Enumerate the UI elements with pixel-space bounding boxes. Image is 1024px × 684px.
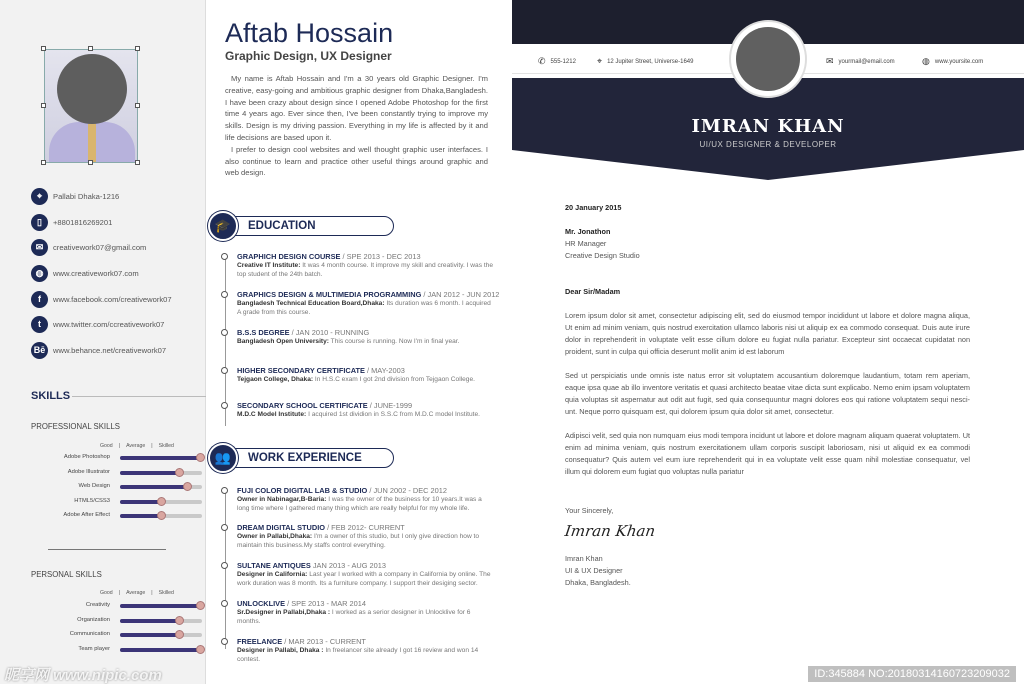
work-entry [221,486,501,516]
email-icon: ✉ [31,239,48,256]
slider-handle[interactable] [175,616,184,625]
entry-description: Owner in Pallabi,Dhaka: I'm a owner of this studio, but I only give direction how to maintain this business.My staffs control everything. [237,533,480,549]
skills-heading: SKILLS [31,390,71,402]
resize-handle[interactable] [88,46,93,51]
skill-slider[interactable] [120,514,202,518]
entry-title: HIGHER SECONDARY CERTIFICATE / MAY-2003 [237,366,405,375]
slider-handle[interactable] [157,511,166,520]
entry-title: UNLOCKLIVE / SPE 2013 - MAR 2014 [237,599,366,608]
contact-email[interactable]: ✉ creativework07@gmail.com [31,238,206,256]
skill-scale-legend: Good | Average | Skilled [100,443,174,449]
letter-paragraph: Sed ut perspiciatis unde omnis iste natus error sit voluptatem accusantium doloremque laudantium, totam rem aperiam, eaque ipsa quae ab illo inventore veritatis et quasi architecto beatae vitae dicta sunt explicabo. Nemo enim ipsam voluptatem quia voluptas sit aspernatur aut odit aut fugit, sed quia consequuntur magni dolores eos qui ratione voluptatem sequi nesci-unt. Neque porro quisquam est, qui dolorem ipsum quia dolor sit amet, consectetur. [565,371,970,416]
skill-slider[interactable] [120,485,202,489]
skill-row [20,482,190,492]
skill-fill [120,604,200,608]
skill-fill [120,648,200,652]
skill-row [20,645,190,655]
skill-name: HTML5/CSS3 [74,497,110,504]
resume-name: Aftab Hossain [225,18,394,48]
entry-title: DREAM DIGITAL STUDIO / FEB 2012- CURRENT [237,523,405,532]
skill-row [20,468,190,478]
skill-slider[interactable] [120,648,202,652]
contact-phone: ▯ +8801816269201 [31,213,206,231]
cover-letter-page [512,0,1024,684]
closing: Your Sincerely, [565,506,614,515]
entry-title: B.S.S DEGREE / JAN 2010 - RUNNING [237,328,370,337]
facebook-icon: f [31,291,48,308]
timeline-dot [221,638,228,645]
contact-behance[interactable]: Bē www.behance.net/creativework07 [31,341,206,359]
avatar-placeholder [736,27,800,91]
education-entry [221,328,501,358]
watermark-id: ID:345884 NO:20180314160723209032 [808,666,1016,682]
resize-handle[interactable] [41,103,46,108]
timeline-dot [221,329,228,336]
skill-name: Adobe After Effect [63,512,110,518]
section-divider [48,549,166,550]
work-header: 👥 WORK EXPERIENCE [208,446,394,470]
skill-name: Adobe Illustrator [67,468,110,475]
entry-description: M.D.C Model Institute: I acquired 1st dividion in S.S.C from M.D.C model Institute. [237,411,480,418]
skill-name: Web Design [78,483,110,489]
location-icon: ⌖ [31,188,48,205]
skill-fill [120,500,161,504]
skill-slider[interactable] [120,604,202,608]
letter-role: UI/UX DESIGNER & DEVELOPER [699,140,837,149]
recipient-block: Mr. Jonathon HR Manager Creative Design Studio [565,227,640,260]
avatar[interactable] [729,20,807,98]
skill-slider[interactable] [120,619,202,623]
skill-row [20,453,190,463]
letter-paragraph: Adipisci velit, sed quia non numquam eius modi tempora incidunt ut labore et dolore magnam aliquam quaerat voluptatem. Ut enim ad minima veniam, quis nostrum exercitationem ullam corporis suscipit laboriosam, nisi ut aliquid ex ea commodi consequatur? Quis autem vel eum iure reprehenderit qui in ea voluptate velit esse quam nihil molestiae consequatur, vel illum qui dolorem eum fugiat quo voluptas nulla pariatur [565,431,970,476]
work-entry [221,561,501,591]
entry-title: FUJI COLOR DIGITAL LAB & STUDIO / JUN 2002 - DEC 2012 [237,486,447,495]
skill-slider[interactable] [120,500,202,504]
address-item: ⌖ 12 Jupiter Street, Universe-1649 [597,56,694,66]
timeline-dot [221,487,228,494]
face-redacted [57,54,127,124]
skill-fill [120,485,187,489]
contact-twitter[interactable]: t www.twitter.com/ccreativework07 [31,315,206,333]
resize-handle[interactable] [135,46,140,51]
slider-handle[interactable] [196,453,205,462]
team-icon: 👥 [208,443,238,473]
contact-facebook[interactable]: f www.facebook.com/creativework07 [31,290,206,308]
resume-main [206,0,512,684]
profile-photo[interactable] [44,49,138,163]
skill-name: Adobe Photoshop [63,454,110,460]
entry-description: Designer in Pallabi, Dhaka : In freelancer site already I got 16 review and won 14 contest. [237,647,479,663]
skill-fill [120,633,179,637]
signature: Imran Khan [563,522,657,540]
skills-rule [72,396,206,397]
entry-description: Bangladesh Technical Education Board,Dhaka: Its duration was 6 month. I acquired A grade from this course. [237,300,491,316]
skill-fill [120,471,179,475]
entry-title: SULTANE ANTIQUES JAN 2013 - AUG 2013 [237,561,386,570]
work-entry [221,523,501,553]
email-item[interactable]: ✉ yourmail@email.com [826,56,895,66]
letter-paragraph: Lorem ipsum dolor sit amet, consectetur adipiscing elit, sed do eiusmod tempor incididunt ut labore et dolore magna aliqua, Ut enim ad minim veniam, quis nostrud exercitation ullamco laboris nisi ut aliquip ex ea commodo consequat. Duis aute irure dolor in reprehenderit in voluptate velit esse cillum dolore eu fugiat nulla pariatur. Excepteur sint occaecat cupidatat non proident, sunt in culpa qui officia deserunt mollit anim id est laborum [565,311,970,356]
slider-handle[interactable] [175,630,184,639]
resize-handle[interactable] [41,46,46,51]
skill-slider[interactable] [120,471,202,475]
phone-icon: ✆ [538,56,546,66]
skill-name: Communication [69,631,110,637]
twitter-icon: t [31,316,48,333]
entry-title: GRAPHICS DESIGN & MULTIMEDIA PROGRAMMING / JAN 2012 - JUN 2012 [237,290,500,299]
education-entry [221,401,501,431]
education-entry [221,290,501,320]
phone-icon: ▯ [31,214,48,231]
personal-skills-heading: PERSONAL SKILLS [31,570,102,579]
resize-handle[interactable] [88,160,93,165]
skill-row [20,497,190,507]
slider-handle[interactable] [175,468,184,477]
entry-title: FREELANCE / MAR 2013 - CURRENT [237,637,366,646]
skill-fill [120,456,200,460]
skill-fill [120,514,161,518]
watermark-bar [0,664,1024,684]
slider-handle[interactable] [196,601,205,610]
slider-handle[interactable] [196,645,205,654]
skill-fill [120,619,179,623]
behance-icon: Bē [31,342,48,359]
skill-row [20,601,190,611]
work-entry [221,637,501,667]
salutation: Dear Sir/Madam [565,287,621,296]
skill-slider[interactable] [120,456,202,460]
skill-row [20,616,190,626]
skill-name: Creativity [85,602,110,608]
timeline-dot [221,402,228,409]
skill-slider[interactable] [120,633,202,637]
entry-description: Designer in California: Last year I worked with a company in California by online. The work duration was 8 month. Its a furniture company. I support their desiging sector. [237,571,491,587]
skill-row [20,630,190,640]
resume-intro: My name is Aftab Hossain and I'm a 30 years old Graphic Designer. I'm creative, easy-going and ambitious graphic designer from Dhaka,Bangladesh. I have been crazy about design since I opened Adobe Photoshop for the first time 4 years ago. Ever since then, I've been constantly trying to improve my skills. Design is my driving passion. Everything in my life is affected by it and life decisions are based upon it. I prefer to design cool websites and well thought graphic user interfaces. I also continue to learn and practice other useful things around graphic and web design. [225,74,488,178]
entry-description: Owner in Nabinagar,B-Baria: I was the owner of the business for 10 years.It was a long time where I gathered many thing which are really helpful for my whole life. [237,496,482,512]
graduation-cap-icon: 🎓 [208,211,238,241]
timeline-dot [221,524,228,531]
globe-icon: ◍ [922,56,930,66]
globe-icon: ◍ [31,265,48,282]
timeline-dot [221,367,228,374]
timeline-dot [221,291,228,298]
entry-description: Creative IT Institute: It was 4 month course. It improve my skill and creativity. I was the top student of the 24th batch. [237,262,494,278]
slider-handle[interactable] [183,482,192,491]
slider-handle[interactable] [157,497,166,506]
education-entry [221,252,501,282]
resize-handle[interactable] [41,160,46,165]
skill-name: Organization [77,616,110,623]
entry-description: Tejgaon College, Dhaka: In H.S.C exam I got 2nd division from Tejgaon College. [237,376,475,383]
contact-location: ⌖ Pallabi Dhaka-1216 [31,187,206,205]
entry-description: Bangladesh Open University: This course is running. Now I'm in final year. [237,338,460,345]
professional-skills-heading: PROFESSIONAL SKILLS [31,422,120,431]
phone-item: ✆ 555-1212 [538,56,576,66]
skill-row [20,511,190,521]
entry-title: SECONDARY SCHOOL CERTIFICATE / JUNE-1999 [237,401,413,410]
skill-name: Team player [78,645,110,652]
resize-handle[interactable] [135,160,140,165]
education-entry [221,366,501,396]
entry-description: Sr.Designer in Pallabi,Dhaka : I worked as a serior designer in Unlocklive for 6 months. [237,609,471,625]
timeline-dot [221,600,228,607]
resume-sidebar [0,0,206,684]
resize-handle[interactable] [135,103,140,108]
work-entry [221,599,501,629]
resume-role: Graphic Design, UX Designer [225,49,392,63]
signoff-block: Imran Khan UI & UX Designer Dhaka, Bangladesh. [565,554,631,587]
skill-scale-legend: Good | Average | Skilled [100,590,174,596]
email-icon: ✉ [826,56,834,66]
timeline-dot [221,562,228,569]
education-header: 🎓 EDUCATION [208,214,394,238]
website-item[interactable]: ◍ www.yoursite.com [922,56,984,66]
timeline-dot [221,253,228,260]
entry-title: GRAPHICH DESIGN COURSE / SPE 2013 - DEC 2013 [237,252,421,261]
watermark-logo: 昵享网 www.nipic.com [4,667,162,684]
letter-name: IMRAN KHAN [691,116,845,137]
location-icon: ⌖ [597,56,603,66]
letter-date: 20 January 2015 [565,203,622,212]
contact-website[interactable]: ◍ www.creativework07.com [31,264,206,282]
